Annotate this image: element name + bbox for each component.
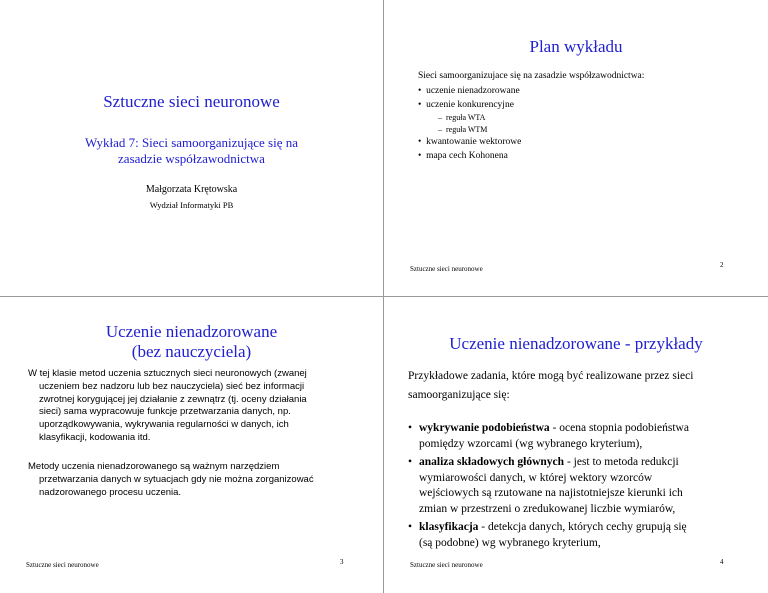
slide-1-faculty: Wydział Informatyki PB	[149, 200, 234, 210]
bullet-icon: •	[408, 521, 413, 533]
slide-2-page-number: 2	[720, 261, 724, 269]
slide-1-author: Małgorzata Krętowska	[145, 184, 238, 195]
bullet-icon: •	[418, 137, 427, 147]
slide-4-title: Uczenie nienadzorowane - przykłady	[449, 334, 703, 353]
slide-1-subtitle	[0, 135, 383, 167]
slide-4-list	[408, 421, 689, 551]
slide-3-paragraph-1: W tej klasie metod uczenia sztucznych sieci neuronowych (zwanej uczeniem bez nadzoru lub bez nauczyciela) sieć bez informacji zwrotnej korygującej jej działanie z zewnątrz (tj. oceny działania sieci) sama wypracowuje funkcje przetwarzania danych, np. uporządkowywania, wykrywania regularności w danych, ich klasyfikacji, kodowania itd.	[28, 368, 307, 443]
slide-4-footer: Sztuczne sieci neuronowe	[410, 561, 483, 569]
plan-item: • kwantowanie wektorowe	[418, 137, 522, 147]
plan-subitem: – reguła WTA	[438, 113, 486, 122]
slide-1	[0, 0, 383, 296]
slide-4	[384, 297, 768, 593]
plan-item: • uczenie konkurencyjne	[418, 99, 514, 110]
bullet-icon: •	[408, 456, 413, 468]
slide-3-title-line2: (bez nauczyciela)	[131, 342, 252, 361]
example-item: • analiza składowych głównych - jest to metoda redukcji wymiarowości danych, w której wektory wzorców wejściowych są rzutowane na najistotniejsze kierunki ich zmian w przestrzeni o zredukowanej liczbie wymiarów,	[408, 456, 683, 515]
plan-subitem: – reguła WTM	[438, 125, 488, 134]
bullet-icon: •	[418, 150, 427, 161]
slide-2-list	[418, 85, 521, 163]
slide-3-title	[0, 322, 383, 362]
dash-icon: –	[438, 113, 446, 122]
plan-item: • uczenie nienadzorowane	[418, 86, 520, 96]
slide-2-intro: Sieci samoorganizujace się na zasadzie współzawodnictwa:	[418, 71, 645, 81]
slide-1-subtitle-line1: Wykład 7: Sieci samoorganizujące się na	[84, 135, 299, 150]
slide-3-paragraph-2: Metody uczenia nienadzorowanego są ważnym narzędziem przetwarzania danych w sytuacjach gdy nie można zorganizować nadzorowanego procesu uczenia.	[28, 461, 314, 498]
bullet-icon: •	[408, 422, 413, 434]
bullet-icon: •	[418, 86, 427, 96]
slide-3	[0, 297, 383, 593]
slide-2-title: Plan wykładu	[529, 37, 623, 56]
slide-1-title: Sztuczne sieci neuronowe	[103, 92, 280, 111]
slide-2	[384, 0, 768, 296]
example-item: • wykrywanie podobieństwa - ocena stopnia podobieństwa pomiędzy wzorcami (wg wybranego kryterium),	[408, 422, 689, 450]
bullet-icon: •	[418, 99, 427, 110]
example-item: • klasyfikacja - detekcja danych, których cechy grupują się (są podobne) wg wybranego kryterium,	[408, 521, 687, 549]
slide-3-page-number: 3	[340, 558, 344, 566]
dash-icon: –	[438, 125, 446, 134]
slide-1-subtitle-line2: zasadzie współzawodnictwa	[118, 151, 265, 166]
slide-4-intro: Przykładowe zadania, które mogą być realizowane przez sieci samoorganizujące się:	[408, 370, 694, 401]
plan-item: • mapa cech Kohonena	[418, 150, 508, 161]
slide-3-title-line1: Uczenie nienadzorowane	[105, 322, 278, 341]
slide-2-footer: Sztuczne sieci neuronowe	[410, 265, 483, 273]
slide-4-page-number: 4	[720, 558, 724, 566]
slide-3-footer: Sztuczne sieci neuronowe	[26, 561, 99, 569]
